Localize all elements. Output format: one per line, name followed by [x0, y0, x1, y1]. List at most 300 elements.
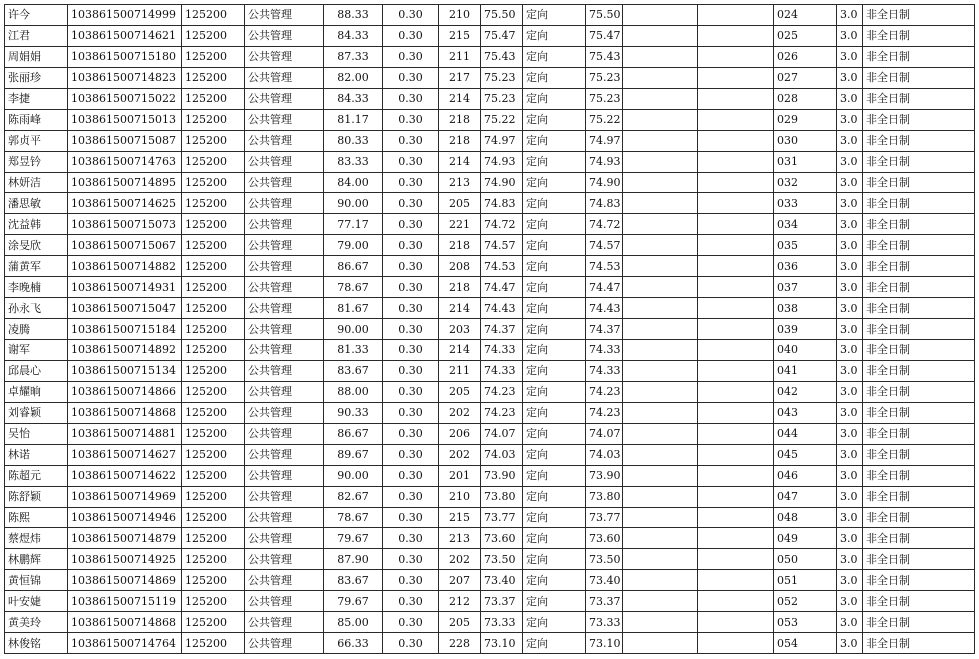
major-code-cell: 125200: [182, 88, 245, 109]
blank-cell: [623, 423, 698, 444]
blank-cell: [623, 465, 698, 486]
table-row: [5, 25, 975, 46]
table-row: [5, 612, 975, 633]
blank-cell: [698, 381, 774, 402]
table-row: [5, 423, 975, 444]
admission-type-cell: 定向: [523, 193, 586, 214]
name-cell: 凌腾: [5, 319, 68, 340]
major-name-cell: 公共管理: [245, 193, 324, 214]
study-mode-cell: 非全日制: [863, 277, 975, 298]
major-name-cell: 公共管理: [245, 298, 324, 319]
exam-id-cell: 103861500714764: [68, 633, 182, 654]
weight-cell: 0.30: [383, 151, 439, 172]
total-score-cell: 75.47: [481, 25, 523, 46]
table-row: [5, 235, 975, 256]
name-cell: 吴怡: [5, 423, 68, 444]
rank-value-cell: 214: [439, 151, 481, 172]
score-cell: 83.67: [324, 360, 383, 381]
major-name-cell: 公共管理: [245, 340, 324, 361]
table-row: [5, 465, 975, 486]
major-name-cell: 公共管理: [245, 444, 324, 465]
major-name-cell: 公共管理: [245, 235, 324, 256]
blank-cell: [698, 570, 774, 591]
total-score-cell: 75.22: [481, 109, 523, 130]
major-name-cell: 公共管理: [245, 130, 324, 151]
blank-cell: [623, 319, 698, 340]
major-name-cell: 公共管理: [245, 402, 324, 423]
name-cell: 叶安婕: [5, 591, 68, 612]
rank-value-cell: 205: [439, 612, 481, 633]
weight-cell: 0.30: [383, 423, 439, 444]
table-row: [5, 528, 975, 549]
score-cell: 79.00: [324, 235, 383, 256]
study-years-cell: 3.0: [837, 109, 863, 130]
total-score-cell: 74.37: [481, 319, 523, 340]
major-code-cell: 125200: [182, 235, 245, 256]
final-score-cell: 74.90: [586, 172, 623, 193]
final-score-cell: 74.23: [586, 402, 623, 423]
name-cell: 李捷: [5, 88, 68, 109]
blank-cell: [623, 402, 698, 423]
major-code-cell: 125200: [182, 277, 245, 298]
admission-type-cell: 定向: [523, 25, 586, 46]
rank-value-cell: 213: [439, 172, 481, 193]
study-years-cell: 3.0: [837, 402, 863, 423]
admission-type-cell: 定向: [523, 423, 586, 444]
name-cell: 刘睿颖: [5, 402, 68, 423]
table-body: [5, 5, 975, 654]
study-years-cell: 3.0: [837, 277, 863, 298]
study-years-cell: 3.0: [837, 151, 863, 172]
study-years-cell: 3.0: [837, 5, 863, 26]
final-score-cell: 75.43: [586, 46, 623, 67]
admission-type-cell: 定向: [523, 130, 586, 151]
table-row: [5, 591, 975, 612]
major-code-cell: 125200: [182, 130, 245, 151]
blank-cell: [623, 214, 698, 235]
blank-cell: [698, 423, 774, 444]
serial-number-cell: 046: [774, 465, 837, 486]
study-mode-cell: 非全日制: [863, 193, 975, 214]
name-cell: 卓耀晌: [5, 381, 68, 402]
major-name-cell: 公共管理: [245, 423, 324, 444]
exam-id-cell: 103861500715119: [68, 591, 182, 612]
table-row: [5, 444, 975, 465]
admission-type-cell: 定向: [523, 340, 586, 361]
blank-cell: [698, 360, 774, 381]
score-cell: 83.33: [324, 151, 383, 172]
table-row: [5, 172, 975, 193]
total-score-cell: 75.43: [481, 46, 523, 67]
blank-cell: [623, 549, 698, 570]
major-name-cell: 公共管理: [245, 486, 324, 507]
table-row: [5, 67, 975, 88]
score-cell: 86.67: [324, 423, 383, 444]
blank-cell: [623, 591, 698, 612]
total-score-cell: 73.37: [481, 591, 523, 612]
rank-value-cell: 207: [439, 570, 481, 591]
blank-cell: [623, 570, 698, 591]
major-code-cell: 125200: [182, 298, 245, 319]
total-score-cell: 74.33: [481, 360, 523, 381]
study-mode-cell: 非全日制: [863, 340, 975, 361]
exam-id-cell: 103861500715022: [68, 88, 182, 109]
score-cell: 83.67: [324, 570, 383, 591]
score-cell: 87.33: [324, 46, 383, 67]
name-cell: 邱晨心: [5, 360, 68, 381]
rank-value-cell: 218: [439, 235, 481, 256]
name-cell: 黄美玲: [5, 612, 68, 633]
serial-number-cell: 038: [774, 298, 837, 319]
rank-value-cell: 215: [439, 25, 481, 46]
blank-cell: [698, 109, 774, 130]
weight-cell: 0.30: [383, 570, 439, 591]
major-name-cell: 公共管理: [245, 612, 324, 633]
final-score-cell: 74.23: [586, 381, 623, 402]
serial-number-cell: 028: [774, 88, 837, 109]
total-score-cell: 73.80: [481, 486, 523, 507]
score-cell: 85.00: [324, 612, 383, 633]
rank-value-cell: 215: [439, 507, 481, 528]
exam-id-cell: 103861500714866: [68, 381, 182, 402]
name-cell: 黄恒锦: [5, 570, 68, 591]
name-cell: 涂旻欣: [5, 235, 68, 256]
exam-id-cell: 103861500714999: [68, 5, 182, 26]
study-years-cell: 3.0: [837, 570, 863, 591]
serial-number-cell: 025: [774, 25, 837, 46]
blank-cell: [698, 319, 774, 340]
study-years-cell: 3.0: [837, 549, 863, 570]
table-row: [5, 340, 975, 361]
weight-cell: 0.30: [383, 256, 439, 277]
score-cell: 90.33: [324, 402, 383, 423]
final-score-cell: 74.72: [586, 214, 623, 235]
major-name-cell: 公共管理: [245, 507, 324, 528]
final-score-cell: 74.07: [586, 423, 623, 444]
name-cell: 潘思敏: [5, 193, 68, 214]
final-score-cell: 73.37: [586, 591, 623, 612]
blank-cell: [623, 507, 698, 528]
weight-cell: 0.30: [383, 214, 439, 235]
score-cell: 77.17: [324, 214, 383, 235]
score-cell: 84.33: [324, 25, 383, 46]
serial-number-cell: 045: [774, 444, 837, 465]
name-cell: 李晚楠: [5, 277, 68, 298]
total-score-cell: 73.77: [481, 507, 523, 528]
blank-cell: [623, 193, 698, 214]
exam-id-cell: 103861500714763: [68, 151, 182, 172]
rank-value-cell: 228: [439, 633, 481, 654]
weight-cell: 0.30: [383, 67, 439, 88]
blank-cell: [623, 277, 698, 298]
score-cell: 82.67: [324, 486, 383, 507]
major-name-cell: 公共管理: [245, 46, 324, 67]
table-row: [5, 360, 975, 381]
total-score-cell: 73.50: [481, 549, 523, 570]
weight-cell: 0.30: [383, 298, 439, 319]
final-score-cell: 74.57: [586, 235, 623, 256]
admission-type-cell: 定向: [523, 256, 586, 277]
rank-value-cell: 205: [439, 193, 481, 214]
table-row: [5, 319, 975, 340]
total-score-cell: 74.97: [481, 130, 523, 151]
study-mode-cell: 非全日制: [863, 298, 975, 319]
study-years-cell: 3.0: [837, 423, 863, 444]
major-name-cell: 公共管理: [245, 381, 324, 402]
score-cell: 90.00: [324, 319, 383, 340]
rank-value-cell: 201: [439, 465, 481, 486]
study-years-cell: 3.0: [837, 444, 863, 465]
major-code-cell: 125200: [182, 25, 245, 46]
study-mode-cell: 非全日制: [863, 172, 975, 193]
total-score-cell: 73.90: [481, 465, 523, 486]
major-code-cell: 125200: [182, 612, 245, 633]
final-score-cell: 73.50: [586, 549, 623, 570]
study-mode-cell: 非全日制: [863, 612, 975, 633]
total-score-cell: 74.23: [481, 381, 523, 402]
study-years-cell: 3.0: [837, 67, 863, 88]
major-name-cell: 公共管理: [245, 214, 324, 235]
blank-cell: [623, 486, 698, 507]
serial-number-cell: 047: [774, 486, 837, 507]
blank-cell: [698, 340, 774, 361]
name-cell: 郭贞平: [5, 130, 68, 151]
serial-number-cell: 041: [774, 360, 837, 381]
exam-id-cell: 103861500714625: [68, 193, 182, 214]
score-cell: 79.67: [324, 528, 383, 549]
weight-cell: 0.30: [383, 277, 439, 298]
study-years-cell: 3.0: [837, 88, 863, 109]
study-mode-cell: 非全日制: [863, 5, 975, 26]
final-score-cell: 73.60: [586, 528, 623, 549]
study-years-cell: 3.0: [837, 172, 863, 193]
score-cell: 78.67: [324, 507, 383, 528]
weight-cell: 0.30: [383, 88, 439, 109]
major-code-cell: 125200: [182, 151, 245, 172]
name-cell: 张丽珍: [5, 67, 68, 88]
major-name-cell: 公共管理: [245, 633, 324, 654]
major-name-cell: 公共管理: [245, 151, 324, 172]
study-mode-cell: 非全日制: [863, 130, 975, 151]
serial-number-cell: 043: [774, 402, 837, 423]
score-cell: 88.33: [324, 5, 383, 26]
name-cell: 郑昱钤: [5, 151, 68, 172]
admission-type-cell: 定向: [523, 507, 586, 528]
name-cell: 陈舒颖: [5, 486, 68, 507]
blank-cell: [698, 172, 774, 193]
name-cell: 林妍洁: [5, 172, 68, 193]
weight-cell: 0.30: [383, 130, 439, 151]
exam-id-cell: 103861500714925: [68, 549, 182, 570]
major-code-cell: 125200: [182, 591, 245, 612]
weight-cell: 0.30: [383, 193, 439, 214]
serial-number-cell: 033: [774, 193, 837, 214]
exam-id-cell: 103861500714881: [68, 423, 182, 444]
exam-id-cell: 103861500715184: [68, 319, 182, 340]
major-name-cell: 公共管理: [245, 109, 324, 130]
major-code-cell: 125200: [182, 486, 245, 507]
admission-type-cell: 定向: [523, 88, 586, 109]
final-score-cell: 73.77: [586, 507, 623, 528]
final-score-cell: 74.33: [586, 340, 623, 361]
blank-cell: [623, 67, 698, 88]
serial-number-cell: 051: [774, 570, 837, 591]
final-score-cell: 73.80: [586, 486, 623, 507]
study-mode-cell: 非全日制: [863, 423, 975, 444]
admission-results-table: [4, 4, 975, 654]
total-score-cell: 74.72: [481, 214, 523, 235]
admission-type-cell: 定向: [523, 214, 586, 235]
major-code-cell: 125200: [182, 172, 245, 193]
major-name-cell: 公共管理: [245, 172, 324, 193]
blank-cell: [623, 46, 698, 67]
admission-type-cell: 定向: [523, 465, 586, 486]
score-cell: 84.33: [324, 88, 383, 109]
total-score-cell: 74.33: [481, 340, 523, 361]
exam-id-cell: 103861500714823: [68, 67, 182, 88]
study-mode-cell: 非全日制: [863, 381, 975, 402]
study-years-cell: 3.0: [837, 612, 863, 633]
rank-value-cell: 210: [439, 486, 481, 507]
final-score-cell: 73.90: [586, 465, 623, 486]
exam-id-cell: 103861500715134: [68, 360, 182, 381]
blank-cell: [623, 633, 698, 654]
major-name-cell: 公共管理: [245, 528, 324, 549]
blank-cell: [623, 298, 698, 319]
admission-type-cell: 定向: [523, 570, 586, 591]
weight-cell: 0.30: [383, 549, 439, 570]
score-cell: 87.90: [324, 549, 383, 570]
major-code-cell: 125200: [182, 633, 245, 654]
blank-cell: [623, 340, 698, 361]
major-code-cell: 125200: [182, 570, 245, 591]
study-years-cell: 3.0: [837, 46, 863, 67]
final-score-cell: 75.23: [586, 67, 623, 88]
blank-cell: [698, 528, 774, 549]
score-cell: 88.00: [324, 381, 383, 402]
major-name-cell: 公共管理: [245, 570, 324, 591]
study-years-cell: 3.0: [837, 360, 863, 381]
study-mode-cell: 非全日制: [863, 570, 975, 591]
admission-type-cell: 定向: [523, 549, 586, 570]
final-score-cell: 75.47: [586, 25, 623, 46]
table-row: [5, 214, 975, 235]
admission-type-cell: 定向: [523, 402, 586, 423]
final-score-cell: 74.43: [586, 298, 623, 319]
blank-cell: [698, 277, 774, 298]
rank-value-cell: 211: [439, 46, 481, 67]
major-code-cell: 125200: [182, 46, 245, 67]
score-cell: 84.00: [324, 172, 383, 193]
total-score-cell: 73.10: [481, 633, 523, 654]
table-row: [5, 151, 975, 172]
weight-cell: 0.30: [383, 507, 439, 528]
major-code-cell: 125200: [182, 402, 245, 423]
study-mode-cell: 非全日制: [863, 151, 975, 172]
table-row: [5, 549, 975, 570]
score-cell: 78.67: [324, 277, 383, 298]
rank-value-cell: 218: [439, 109, 481, 130]
blank-cell: [623, 360, 698, 381]
serial-number-cell: 031: [774, 151, 837, 172]
blank-cell: [698, 633, 774, 654]
rank-value-cell: 211: [439, 360, 481, 381]
exam-id-cell: 103861500715047: [68, 298, 182, 319]
blank-cell: [623, 130, 698, 151]
blank-cell: [698, 193, 774, 214]
name-cell: 蒲黄军: [5, 256, 68, 277]
blank-cell: [623, 381, 698, 402]
blank-cell: [698, 444, 774, 465]
major-code-cell: 125200: [182, 109, 245, 130]
blank-cell: [698, 67, 774, 88]
study-mode-cell: 非全日制: [863, 46, 975, 67]
blank-cell: [698, 130, 774, 151]
name-cell: 林俊铭: [5, 633, 68, 654]
study-years-cell: 3.0: [837, 130, 863, 151]
total-score-cell: 75.23: [481, 67, 523, 88]
score-cell: 81.67: [324, 298, 383, 319]
rank-value-cell: 206: [439, 423, 481, 444]
final-score-cell: 74.47: [586, 277, 623, 298]
weight-cell: 0.30: [383, 319, 439, 340]
major-code-cell: 125200: [182, 423, 245, 444]
major-code-cell: 125200: [182, 381, 245, 402]
score-cell: 80.33: [324, 130, 383, 151]
serial-number-cell: 039: [774, 319, 837, 340]
final-score-cell: 75.50: [586, 5, 623, 26]
blank-cell: [698, 214, 774, 235]
exam-id-cell: 103861500714868: [68, 612, 182, 633]
blank-cell: [698, 507, 774, 528]
study-mode-cell: 非全日制: [863, 214, 975, 235]
blank-cell: [698, 5, 774, 26]
exam-id-cell: 103861500714892: [68, 340, 182, 361]
total-score-cell: 74.53: [481, 256, 523, 277]
name-cell: 陈熙: [5, 507, 68, 528]
rank-value-cell: 214: [439, 298, 481, 319]
final-score-cell: 74.93: [586, 151, 623, 172]
final-score-cell: 73.33: [586, 612, 623, 633]
serial-number-cell: 042: [774, 381, 837, 402]
serial-number-cell: 034: [774, 214, 837, 235]
study-years-cell: 3.0: [837, 193, 863, 214]
serial-number-cell: 024: [774, 5, 837, 26]
study-years-cell: 3.0: [837, 298, 863, 319]
major-name-cell: 公共管理: [245, 319, 324, 340]
admission-type-cell: 定向: [523, 67, 586, 88]
name-cell: 孙永飞: [5, 298, 68, 319]
blank-cell: [623, 235, 698, 256]
rank-value-cell: 205: [439, 381, 481, 402]
exam-id-cell: 103861500714621: [68, 25, 182, 46]
major-code-cell: 125200: [182, 549, 245, 570]
study-mode-cell: 非全日制: [863, 109, 975, 130]
score-cell: 81.33: [324, 340, 383, 361]
exam-id-cell: 103861500714946: [68, 507, 182, 528]
rank-value-cell: 202: [439, 402, 481, 423]
exam-id-cell: 103861500715087: [68, 130, 182, 151]
exam-id-cell: 103861500715013: [68, 109, 182, 130]
admission-type-cell: 定向: [523, 528, 586, 549]
exam-id-cell: 103861500714931: [68, 277, 182, 298]
blank-cell: [698, 486, 774, 507]
name-cell: 林鹏辉: [5, 549, 68, 570]
weight-cell: 0.30: [383, 172, 439, 193]
name-cell: 陈雨峰: [5, 109, 68, 130]
table-row: [5, 277, 975, 298]
serial-number-cell: 052: [774, 591, 837, 612]
